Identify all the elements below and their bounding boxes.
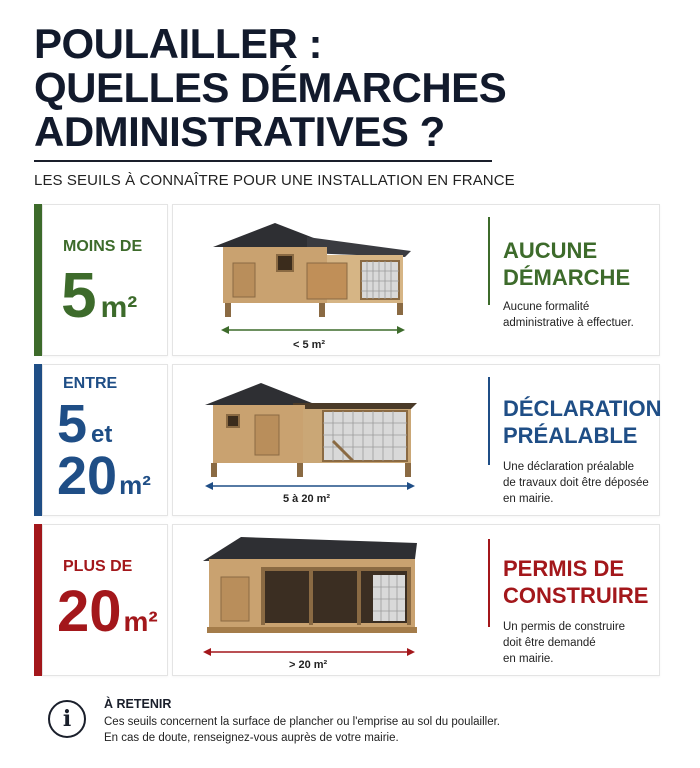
desc-line-3: en mairie.: [503, 653, 554, 665]
heading-line-1: PERMIS DE: [503, 556, 625, 581]
row-separator: [488, 377, 490, 465]
threshold-value-b: [57, 446, 151, 506]
desc-line-2: administrative à effectuer.: [503, 317, 634, 329]
title-line-3: ADMINISTRATIVES ?: [34, 108, 445, 155]
threshold-prefix: ENTRE: [63, 375, 118, 392]
measure-label: 5 à 20 m²: [283, 493, 331, 505]
threshold-value-a: [57, 394, 113, 454]
title-divider: [34, 160, 492, 162]
page-title: [34, 22, 514, 154]
threshold-value: [57, 579, 158, 644]
page-subtitle: LES SEUILS À CONNAÎTRE POUR UNE INSTALLATION EN FRANCE: [34, 172, 515, 189]
threshold-number: 5: [61, 259, 97, 331]
threshold-row-medium: [34, 364, 660, 516]
measure-label: > 20 m²: [289, 659, 328, 671]
footer-line-1: Ces seuils concernent la surface de plancher ou l'emprise au sol du poulailler.: [104, 716, 500, 728]
threshold-row-large: [34, 524, 660, 676]
threshold-value: [61, 259, 138, 331]
width-arrow: [221, 325, 405, 335]
requirement-heading: [503, 555, 648, 609]
info-card: [172, 204, 660, 356]
threshold-card: [42, 364, 168, 516]
info-icon: [48, 700, 86, 738]
threshold-card: [42, 204, 168, 356]
threshold-number-a: 5: [57, 394, 88, 454]
measure-label: < 5 m²: [293, 339, 326, 351]
row-separator: [488, 217, 490, 305]
desc-line-2: de travaux doit être déposée: [503, 477, 649, 489]
desc-line-3: en mairie.: [503, 493, 554, 505]
requirement-description: [503, 619, 691, 667]
title-line-2: QUELLES DÉMARCHES: [34, 64, 507, 111]
footer-line-2: En cas de doute, renseignez-vous auprès de votre mairie.: [104, 732, 399, 744]
info-card: [172, 524, 660, 676]
row-accent-bar: [34, 204, 42, 356]
threshold-unit: m²: [100, 291, 138, 324]
info-card: [172, 364, 660, 516]
desc-line-2: doit être demandé: [503, 637, 596, 649]
threshold-number: 20: [57, 579, 122, 644]
large-coop-illustration: [201, 535, 421, 641]
title-line-1: POULAILLER :: [34, 20, 322, 67]
threshold-number-b: 20: [57, 446, 118, 506]
width-arrow: [203, 647, 415, 657]
threshold-unit: m²: [123, 606, 158, 637]
threshold-card: [42, 524, 168, 676]
heading-line-2: DÉMARCHE: [503, 265, 631, 290]
medium-coop-illustration: [203, 381, 417, 481]
threshold-row-small: [34, 204, 660, 356]
heading-line-2: PRÉALABLE: [503, 423, 638, 448]
heading-line-1: AUCUNE: [503, 238, 598, 263]
desc-line-1: Aucune formalité: [503, 301, 590, 313]
row-accent-bar: [34, 364, 42, 516]
threshold-prefix: PLUS DE: [63, 558, 133, 575]
requirement-description: [503, 459, 691, 507]
desc-line-1: Une déclaration préalable: [503, 461, 635, 473]
info-glyph: i: [62, 706, 72, 732]
requirement-description: [503, 299, 691, 331]
threshold-prefix: MOINS DE: [63, 238, 143, 255]
threshold-connector: et: [91, 421, 113, 448]
requirement-heading: [503, 237, 630, 291]
heading-line-2: CONSTRUIRE: [503, 583, 649, 608]
desc-line-1: Un permis de construire: [503, 621, 626, 633]
requirement-heading: [503, 395, 661, 449]
row-accent-bar: [34, 524, 42, 676]
footer-title: À RETENIR: [104, 697, 172, 711]
heading-line-1: DÉCLARATION: [503, 396, 662, 421]
row-separator: [488, 539, 490, 627]
small-coop-illustration: [211, 219, 411, 323]
threshold-unit: m²: [119, 470, 151, 500]
width-arrow: [205, 481, 415, 491]
